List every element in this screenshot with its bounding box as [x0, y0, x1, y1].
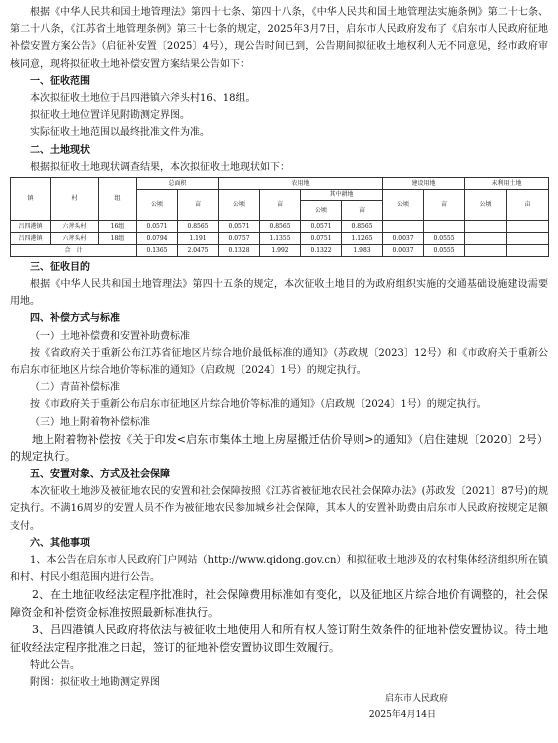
table-row [11, 232, 549, 244]
cell-town: 吕四港镇 [11, 220, 51, 232]
cell-total: 0.1365 [137, 244, 178, 256]
signature-org: 启东市人民政府 [384, 694, 448, 704]
section-1-title: 一、征收范围 [30, 75, 90, 87]
section-4-text-2: 按《市政府关于重新公布启东市征地区片综合地价等标准的通知》（启政规〔2024〕1号）的规定执行。 [30, 399, 487, 411]
cell-value [465, 220, 507, 232]
cell-value: 0.0555 [424, 232, 465, 244]
cell-value [465, 232, 507, 244]
col-header-unused: 未利用土地 [465, 177, 549, 189]
col-header-hectare: 公顷 [465, 189, 507, 220]
cell-total: 2.0475 [178, 244, 219, 256]
cell-value: 0.8565 [178, 220, 219, 232]
col-header-hectare: 公顷 [383, 189, 424, 220]
col-header-mu: 亩 [507, 189, 549, 220]
section-6-text-3: 3、吕四港镇人民政府将依法与被征收土地使用人和所有权人签订附生效条件的征地补偿安置协议。待土地征收经法定程序批准之日起，签订的征地补偿安置协议即生效履行。 [10, 623, 548, 655]
section-4-subtitle-1: （一）土地补偿费和安置补助费标准 [30, 330, 190, 342]
col-header-mu: 亩 [260, 189, 301, 220]
section-4-subtitle-2: （二）青苗补偿标准 [30, 382, 120, 394]
cell-value: 0.0571 [219, 220, 260, 232]
cell-total: 0.0037 [383, 244, 424, 256]
col-header-arable: 其中耕地 [301, 189, 383, 200]
section-4-text-1: 按《省政府关于重新公布江苏省征地区片综合地价最低标准的通知》（苏政规〔2023〕12号）和《市政府关于重新公布启东市征地区片综合地价等标准的通知》（启政规〔2024〕1号）的规定执行。 [10, 347, 548, 376]
cell-total: 0.0555 [424, 244, 465, 256]
section-4-title: 四、补偿方式与标准 [30, 313, 120, 325]
section-1-text-3: 实际征收土地范围以最终批准文件为准。 [30, 127, 210, 139]
section-3-title: 三、征收目的 [30, 261, 90, 273]
col-header-group: 组 [99, 177, 137, 220]
cell-total: 0.1322 [301, 244, 342, 256]
cell-value: 0.0794 [137, 232, 178, 244]
attachment-note: 附图：拟征收土地勘测定界图 [30, 676, 160, 688]
col-header-village: 村 [51, 177, 99, 220]
cell-total: 1.992 [260, 244, 301, 256]
section-2-title: 二、土地现状 [30, 144, 90, 156]
col-header-agri: 农用地 [219, 177, 383, 189]
cell-total [465, 244, 507, 256]
cell-total [507, 244, 549, 256]
table-total-row [11, 244, 549, 256]
section-4-text-3: 地上附着物补偿按《关于印发<启东市集体土地上房屋搬迁估价导则>的通知》（启住建规〔2020〕2号）的规定执行。 [10, 432, 548, 464]
signature-date: 2025年4月14日 [368, 710, 436, 721]
section-6-text-2: 2、在土地征收经法定程序批准时，社会保障费用标准如有变化，以及征地区片综合地价有调整的，社会保障资金和补偿资金标准按照最新标准执行。 [10, 588, 548, 619]
cell-value: 1.191 [178, 232, 219, 244]
cell-value: 0.0751 [301, 232, 342, 244]
col-header-build: 建设用地 [383, 177, 465, 189]
cell-total: 1.983 [342, 244, 383, 256]
cell-total-label: 合 计 [11, 244, 137, 256]
cell-value: 0.0571 [301, 220, 342, 232]
col-header-mu: 亩 [424, 189, 465, 220]
col-header-total: 总面积 [137, 177, 219, 189]
section-5-title: 五、安置对象、方式及社会保障 [30, 468, 170, 480]
cell-value: 0.8565 [260, 220, 301, 232]
cell-value: 0.0037 [383, 232, 424, 244]
cell-group: 18组 [99, 232, 137, 244]
col-header-town: 镇 [11, 177, 51, 220]
cell-town: 吕四港镇 [11, 232, 51, 244]
section-6-text-4: 特此公告。 [30, 659, 80, 671]
cell-value [507, 232, 549, 244]
cell-value: 0.0571 [137, 220, 178, 232]
col-header-hectare: 公顷 [301, 200, 342, 220]
cell-total: 0.1328 [219, 244, 260, 256]
land-status-table [10, 177, 549, 257]
cell-value: 1.1265 [342, 232, 383, 244]
section-1-text-1: 本次拟征收土地位于吕四港镇六斧头村16、18组。 [30, 92, 256, 104]
section-2-text-1: 根据拟征收土地现状调查结果，本次拟征收土地现状如下： [30, 161, 290, 173]
cell-village: 六斧头村 [51, 220, 99, 232]
cell-value: 1.1355 [260, 232, 301, 244]
col-header-hectare: 公顷 [219, 189, 260, 220]
col-header-hectare: 公顷 [137, 189, 178, 220]
section-4-subtitle-3: （三）地上附着物补偿标准 [30, 416, 150, 428]
col-header-mu: 亩 [342, 200, 383, 220]
cell-group: 16组 [99, 220, 137, 232]
cell-village: 六斧头村 [51, 232, 99, 244]
section-6-text-1: 1、本公告在启东市人民政府门户网站（http://www.qidong.gov.cn）和拟征收土地涉及的农村集体经济组织所在镇和村、村民小组范围内进行公告。 [10, 554, 548, 584]
section-3-text-1: 根据《中华人民共和国土地管理法》第四十五条的规定，本次征收土地目的为政府组织实施的交通基础设施建设需要用地。 [10, 279, 548, 308]
table-row [11, 220, 549, 232]
section-5-text-1: 本次征收土地涉及被征地农民的安置和社会保障按照《江苏省被征地农民社会保障办法》(苏政发〔2021〕87号)的规定执行。不满16周岁的安置人员不作为被征地农民参加城乡社会保障，其本人的安置补助费由启东市人民政府按规定足额支付。 [10, 486, 548, 532]
cell-value [424, 220, 465, 232]
cell-value [507, 220, 549, 232]
cell-value: 0.0757 [219, 232, 260, 244]
cell-value [383, 220, 424, 232]
intro-paragraph: 根据《中华人民共和国土地管理法》第四十七条、第四十八条，《中华人民共和国土地管理法实施条例》第二十七条、第二十八条，《江苏省土地管理条例》第三十七条的规定，2025年3月7日，启东市人民政府发布了《启东市人民政府征地补偿安置方案公告》（启征补安置〔2025〕4号），现公告时间已到，公告期间拟征收土地权利人无不同意见，经市政府审核同意，现将拟征收土地补偿安置方案结果公告如下： [10, 7, 548, 70]
section-1-text-2: 拟征收土地位置详见附勘测定界图。 [30, 110, 190, 122]
section-6-title: 六、其他事项 [30, 537, 90, 549]
col-header-mu: 亩 [178, 189, 219, 220]
cell-value: 0.8565 [342, 220, 383, 232]
